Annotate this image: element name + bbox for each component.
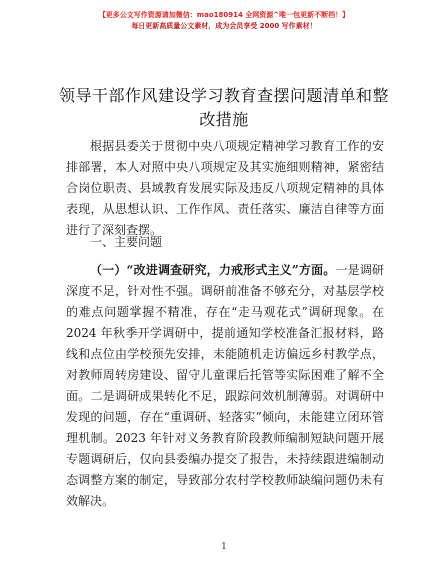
promo-banner-line-1: 【更多公文写作资源请加微信：mao180914 全网资源^唯一包更新不断档！】 [98, 11, 350, 19]
promo-banner [0, 10, 448, 32]
intro-paragraph: 根据县委关于贯彻中央八项规定精神学习教育工作的安排部署，本人对照中央八项规定及其实施细则精神，紧密结合岗位职责、县域教育发展实际及违反八项规定精神的具体表现，从思想认识、工作作风、责任落实、廉洁自律等方面进行了深刻查摆。 [66, 139, 384, 237]
section-heading: 一、主要问题 [90, 235, 163, 249]
issue-lead: （一）“改进调查研究，力戒形式主义”方面。 [90, 263, 336, 277]
document-title: 领导干部作风建设学习教育查摆问题清单和整改措施 [58, 86, 389, 129]
issue-paragraph [66, 260, 384, 512]
promo-banner-line-2: 每日更新高质量公文素材，成为会员享受 2000 写作素材！ [131, 22, 317, 30]
issue-body: 一是调研深度不足，针对性不强。调研前准备不够充分，对基层学校的难点问题掌握不精准，存在“走马观花式”调研现象。在 2024 年秋季开学调研中，提前通知学校准备汇报材料，路线和点位由学校预先安排，未能随机走访偏远乡村教学点，对教师周转房建设、留守儿童课后托管等实际困难了解不全面。二是调研成果转化不足，跟踪问效机制薄弱。对调研中发现的问题，存在“重调研、轻落实”倾向，未能建立闭环管理机制。2023 年针对义务教育阶段教师编制短缺问题开展专题调研后，仅向县委编办提交了报告，未持续跟进编制动态调整方案的制定，导致部分农村学校教师缺编问题仍未有效解决。 [66, 263, 384, 508]
page-number: 1 [221, 542, 227, 552]
